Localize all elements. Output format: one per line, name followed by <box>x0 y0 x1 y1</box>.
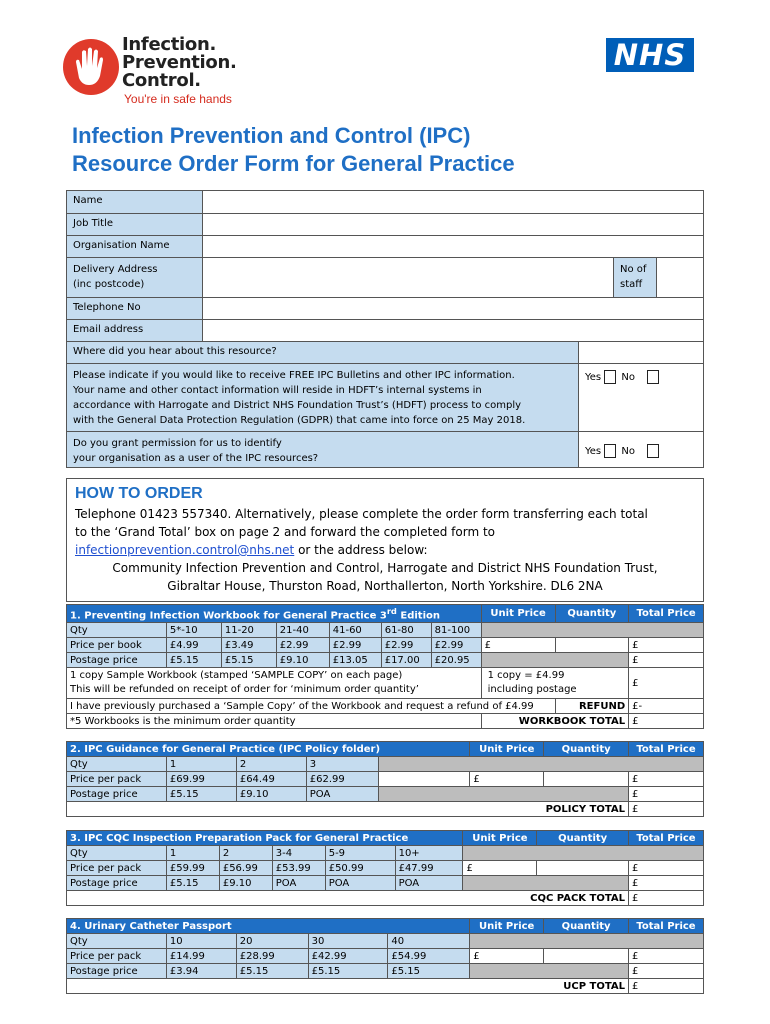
cqc-total-row <box>67 891 704 906</box>
postage-total-field[interactable]: £ <box>629 964 704 979</box>
section-title-suffix: Edition <box>396 610 440 622</box>
qty-cell: 10 <box>166 934 236 949</box>
qty-cell: 40 <box>388 934 470 949</box>
price-row <box>67 638 704 653</box>
sample-total-field[interactable]: £ <box>629 668 704 699</box>
quantity-field[interactable] <box>555 638 629 653</box>
hand-icon <box>62 38 120 96</box>
title-line: Infection Prevention and Control (IPC) <box>72 123 471 148</box>
postage-cell: £20.95 <box>431 653 481 668</box>
permission-yes-checkbox[interactable] <box>604 444 616 458</box>
qty-cell: 81-100 <box>431 623 481 638</box>
shaded-cell <box>463 876 629 891</box>
workbook-total-row <box>67 714 704 729</box>
qty-cell: 5-9 <box>325 846 395 861</box>
postage-cell: POA <box>395 876 463 891</box>
section-header <box>67 919 704 934</box>
section-title <box>67 605 482 623</box>
unit-price-header: Unit Price <box>481 605 555 623</box>
qty-cell: 3-4 <box>272 846 325 861</box>
section-header <box>67 831 704 846</box>
permission-yes-label: Yes <box>585 446 602 457</box>
permission-label <box>67 432 579 467</box>
sample-price <box>481 668 628 699</box>
job-title-label: Job Title <box>67 214 203 235</box>
permission-line: Do you grant permission for us to identify <box>73 438 282 449</box>
unit-price-header: Unit Price <box>470 919 544 934</box>
price-cell: £3.49 <box>221 638 276 653</box>
quantity-field[interactable] <box>544 772 629 787</box>
total-price-field[interactable]: £ <box>629 861 704 876</box>
permission-row <box>67 431 703 467</box>
logo-tagline: You're in safe hands <box>124 92 232 106</box>
cqc-total-field[interactable]: £ <box>629 891 704 906</box>
nhs-logo: NHS <box>606 38 694 72</box>
postage-cell: £13.05 <box>329 653 381 668</box>
postage-cell: POA <box>325 876 395 891</box>
section-header <box>67 605 704 623</box>
sample-price-line: including postage <box>487 684 577 696</box>
qty-cell: 1 <box>166 846 219 861</box>
policy-total-field[interactable]: £ <box>629 802 704 817</box>
qty-row <box>67 757 704 772</box>
how-to-order-line: Telephone 01423 557340. Alternatively, please complete the order form transferring each total <box>75 507 648 521</box>
price-cell: £56.99 <box>219 861 272 876</box>
postage-cell: £9.10 <box>276 653 329 668</box>
quantity-field[interactable] <box>537 861 629 876</box>
refund-total-field[interactable]: £- <box>629 699 704 714</box>
bulletin-row <box>67 363 703 431</box>
quantity-header: Quantity <box>537 831 629 846</box>
unit-price-field[interactable]: £ <box>470 949 544 964</box>
postage-label: Postage price <box>67 653 167 668</box>
cqc-total-label: CQC PACK TOTAL <box>67 891 629 906</box>
postage-row <box>67 653 704 668</box>
telephone-label: Telephone No <box>67 298 203 319</box>
price-label: Price per book <box>67 638 167 653</box>
hear-label: Where did you hear about this resource? <box>67 342 579 363</box>
total-price-field[interactable]: £ <box>629 949 704 964</box>
price-cell: £47.99 <box>395 861 463 876</box>
minimum-order-note: *5 Workbooks is the minimum order quantity <box>67 714 482 729</box>
postage-cell: £5.15 <box>166 787 236 802</box>
total-price-header: Total Price <box>629 831 704 846</box>
blank-cell <box>378 772 470 787</box>
postage-cell: £9.10 <box>219 876 272 891</box>
telephone-field[interactable] <box>203 298 703 319</box>
title-line: Resource Order Form for General Practice <box>72 151 515 176</box>
shaded-cell <box>378 787 628 802</box>
refund-label: REFUND <box>555 699 629 714</box>
staff-label-line: staff <box>620 279 643 290</box>
bulletin-options <box>579 364 703 431</box>
shaded-cell <box>463 846 704 861</box>
policy-total-label: POLICY TOTAL <box>67 802 629 817</box>
postage-cell: £5.15 <box>166 653 221 668</box>
shaded-cell <box>481 623 703 638</box>
name-label: Name <box>67 191 203 213</box>
how-to-order-line <box>75 541 695 559</box>
staff-count-field[interactable] <box>657 258 703 297</box>
price-cell: £50.99 <box>325 861 395 876</box>
organisation-label: Organisation Name <box>67 236 203 257</box>
delivery-label-line: Delivery Address <box>73 264 158 275</box>
qty-cell: 3 <box>306 757 378 772</box>
job-title-row <box>67 213 703 235</box>
section-title: 3. IPC CQC Inspection Preparation Pack for General Practice <box>67 831 463 846</box>
qty-cell: 1 <box>166 757 236 772</box>
price-cell: £53.99 <box>272 861 325 876</box>
shaded-cell <box>470 934 704 949</box>
staff-label <box>613 258 657 297</box>
order-email-link[interactable]: infectionprevention.control@nhs.net <box>75 543 295 557</box>
qty-label: Qty <box>67 846 167 861</box>
quantity-field[interactable] <box>544 949 629 964</box>
postage-label: Postage price <box>67 876 167 891</box>
bulletin-no-checkbox[interactable] <box>647 370 659 384</box>
total-price-field[interactable]: £ <box>629 772 704 787</box>
total-price-field[interactable]: £ <box>629 638 704 653</box>
how-to-order-heading: HOW TO ORDER <box>75 485 203 502</box>
refund-row <box>67 699 704 714</box>
ucp-total-row <box>67 979 704 994</box>
ipc-logo <box>62 36 262 108</box>
quantity-header: Quantity <box>544 742 629 757</box>
ucp-order-table <box>66 918 704 994</box>
price-row <box>67 949 704 964</box>
address-line: Community Infection Prevention and Control, Harrogate and District NHS Foundation Trust, <box>112 561 658 575</box>
telephone-row <box>67 297 703 319</box>
shaded-cell <box>481 653 628 668</box>
ucp-total-label: UCP TOTAL <box>67 979 629 994</box>
qty-row <box>67 846 704 861</box>
organisation-field[interactable] <box>203 236 703 257</box>
postage-cell: £5.15 <box>221 653 276 668</box>
workbook-total-field[interactable]: £ <box>629 714 704 729</box>
address-line: Gibraltar House, Thurston Road, Northallerton, North Yorkshire. DL6 2NA <box>167 579 603 593</box>
delivery-label <box>67 258 203 297</box>
postage-label: Postage price <box>67 787 167 802</box>
price-row <box>67 861 704 876</box>
permission-no-label: No <box>621 446 635 457</box>
shaded-cell <box>470 964 629 979</box>
page-title <box>72 122 712 178</box>
qty-cell: 2 <box>219 846 272 861</box>
price-label: Price per pack <box>67 949 167 964</box>
bulletin-line: with the General Data Protection Regulation (GDPR) that came into force on 25 May 2018. <box>73 415 526 426</box>
price-cell: £69.99 <box>166 772 236 787</box>
email-label: Email address <box>67 320 203 341</box>
bulletin-yes-label: Yes <box>585 372 602 383</box>
qty-cell: 30 <box>308 934 388 949</box>
unit-price-header: Unit Price <box>463 831 537 846</box>
postage-row <box>67 964 704 979</box>
staff-label-line: No of <box>620 264 647 275</box>
permission-no-checkbox[interactable] <box>647 444 659 458</box>
postage-cell: £17.00 <box>381 653 431 668</box>
logo-line: Prevention. <box>122 52 237 73</box>
job-title-field[interactable] <box>203 214 703 235</box>
price-cell: £2.99 <box>329 638 381 653</box>
postage-cell: £5.15 <box>236 964 308 979</box>
qty-cell: 11-20 <box>221 623 276 638</box>
unit-price-field[interactable]: £ <box>470 772 544 787</box>
price-cell: £59.99 <box>166 861 219 876</box>
delivery-address-field[interactable] <box>203 258 613 297</box>
price-cell: £42.99 <box>308 949 388 964</box>
total-price-header: Total Price <box>629 605 704 623</box>
price-cell: £2.99 <box>276 638 329 653</box>
shaded-cell <box>378 757 703 772</box>
name-field[interactable] <box>203 191 703 213</box>
price-cell: £2.99 <box>381 638 431 653</box>
policy-order-table <box>66 741 704 817</box>
logo-line: Control. <box>122 70 201 91</box>
unit-price-field[interactable]: £ <box>463 861 537 876</box>
postage-cell: POA <box>272 876 325 891</box>
permission-options <box>579 432 703 467</box>
total-price-header: Total Price <box>629 742 704 757</box>
section-title: 2. IPC Guidance for General Practice (IPC Policy folder) <box>67 742 470 757</box>
quantity-header: Quantity <box>555 605 629 623</box>
sample-line: 1 copy Sample Workbook (stamped ‘SAMPLE COPY’ on each page) <box>70 670 403 682</box>
hear-field[interactable] <box>579 342 703 363</box>
bulletin-line: accordance with Harrogate and District NHS Foundation Trust’s (HDFT) process to comply <box>73 400 522 411</box>
section-title-sup: rd <box>386 606 397 616</box>
qty-row <box>67 934 704 949</box>
logo-line: Infection. <box>122 34 217 55</box>
permission-line: your organisation as a user of the IPC resources? <box>73 453 319 464</box>
price-cell: £62.99 <box>306 772 378 787</box>
name-row <box>67 191 703 213</box>
price-cell: £2.99 <box>431 638 481 653</box>
policy-total-row <box>67 802 704 817</box>
section-header <box>67 742 704 757</box>
how-to-order-box <box>66 478 704 602</box>
price-cell: £4.99 <box>166 638 221 653</box>
qty-cell: 20 <box>236 934 308 949</box>
quantity-header: Quantity <box>544 919 629 934</box>
workbook-order-table <box>66 604 704 729</box>
postage-total-field[interactable]: £ <box>629 787 704 802</box>
bulletin-yes-checkbox[interactable] <box>604 370 616 384</box>
section-title-text: 1. Preventing Infection Workbook for General Practice 3 <box>70 610 387 622</box>
ucp-total-field[interactable]: £ <box>629 979 704 994</box>
delivery-row <box>67 257 703 297</box>
unit-price-header: Unit Price <box>470 742 544 757</box>
sample-description <box>67 668 482 699</box>
postage-cell: £5.15 <box>388 964 470 979</box>
refund-text: I have previously purchased a ‘Sample Copy’ of the Workbook and request a refund of £4.99 <box>67 699 556 714</box>
postage-cell: £5.15 <box>308 964 388 979</box>
how-to-order-line: to the ‘Grand Total’ box on page 2 and forward the completed form to <box>75 525 496 539</box>
postage-cell: £9.10 <box>236 787 306 802</box>
email-suffix: or the address below: <box>294 543 428 557</box>
email-row <box>67 319 703 341</box>
logo-wordmark <box>122 36 237 90</box>
qty-cell: 21-40 <box>276 623 329 638</box>
price-row <box>67 772 704 787</box>
postage-total-field[interactable]: £ <box>629 653 704 668</box>
sample-row <box>67 668 704 699</box>
postage-cell: £3.94 <box>166 964 236 979</box>
qty-cell: 61-80 <box>381 623 431 638</box>
organisation-row <box>67 235 703 257</box>
postage-row <box>67 787 704 802</box>
bulletin-line: Your name and other contact information will reside in HDFT’s internal systems in <box>73 385 482 396</box>
bulletin-line: Please indicate if you would like to receive FREE IPC Bulletins and other IPC information. <box>73 370 515 381</box>
hear-row <box>67 341 703 363</box>
price-cell: £14.99 <box>166 949 236 964</box>
qty-label: Qty <box>67 757 167 772</box>
postage-cell: £5.15 <box>166 876 219 891</box>
contact-details-form <box>66 190 704 468</box>
qty-cell: 5*-10 <box>166 623 221 638</box>
sample-line: This will be refunded on receipt of order for ‘minimum order quantity’ <box>70 684 419 696</box>
qty-cell: 10+ <box>395 846 463 861</box>
price-label: Price per pack <box>67 772 167 787</box>
price-cell: £28.99 <box>236 949 308 964</box>
qty-cell: 2 <box>236 757 306 772</box>
bulletin-label <box>67 364 579 431</box>
postage-label: Postage price <box>67 964 167 979</box>
bulletin-no-label: No <box>621 372 635 383</box>
price-cell: £64.49 <box>236 772 306 787</box>
workbook-total-label: WORKBOOK TOTAL <box>481 714 628 729</box>
unit-price-field[interactable]: £ <box>481 638 555 653</box>
delivery-label-line: (inc postcode) <box>73 279 145 290</box>
sample-price-line: 1 copy = £4.99 <box>487 670 565 682</box>
price-cell: £54.99 <box>388 949 470 964</box>
qty-cell: 41-60 <box>329 623 381 638</box>
section-title: 4. Urinary Catheter Passport <box>67 919 470 934</box>
postage-total-field[interactable]: £ <box>629 876 704 891</box>
cqc-pack-order-table <box>66 830 704 906</box>
total-price-header: Total Price <box>629 919 704 934</box>
qty-row <box>67 623 704 638</box>
qty-label: Qty <box>67 623 167 638</box>
postage-cell: POA <box>306 787 378 802</box>
postage-row <box>67 876 704 891</box>
email-field[interactable] <box>203 320 703 341</box>
price-label: Price per pack <box>67 861 167 876</box>
qty-label: Qty <box>67 934 167 949</box>
